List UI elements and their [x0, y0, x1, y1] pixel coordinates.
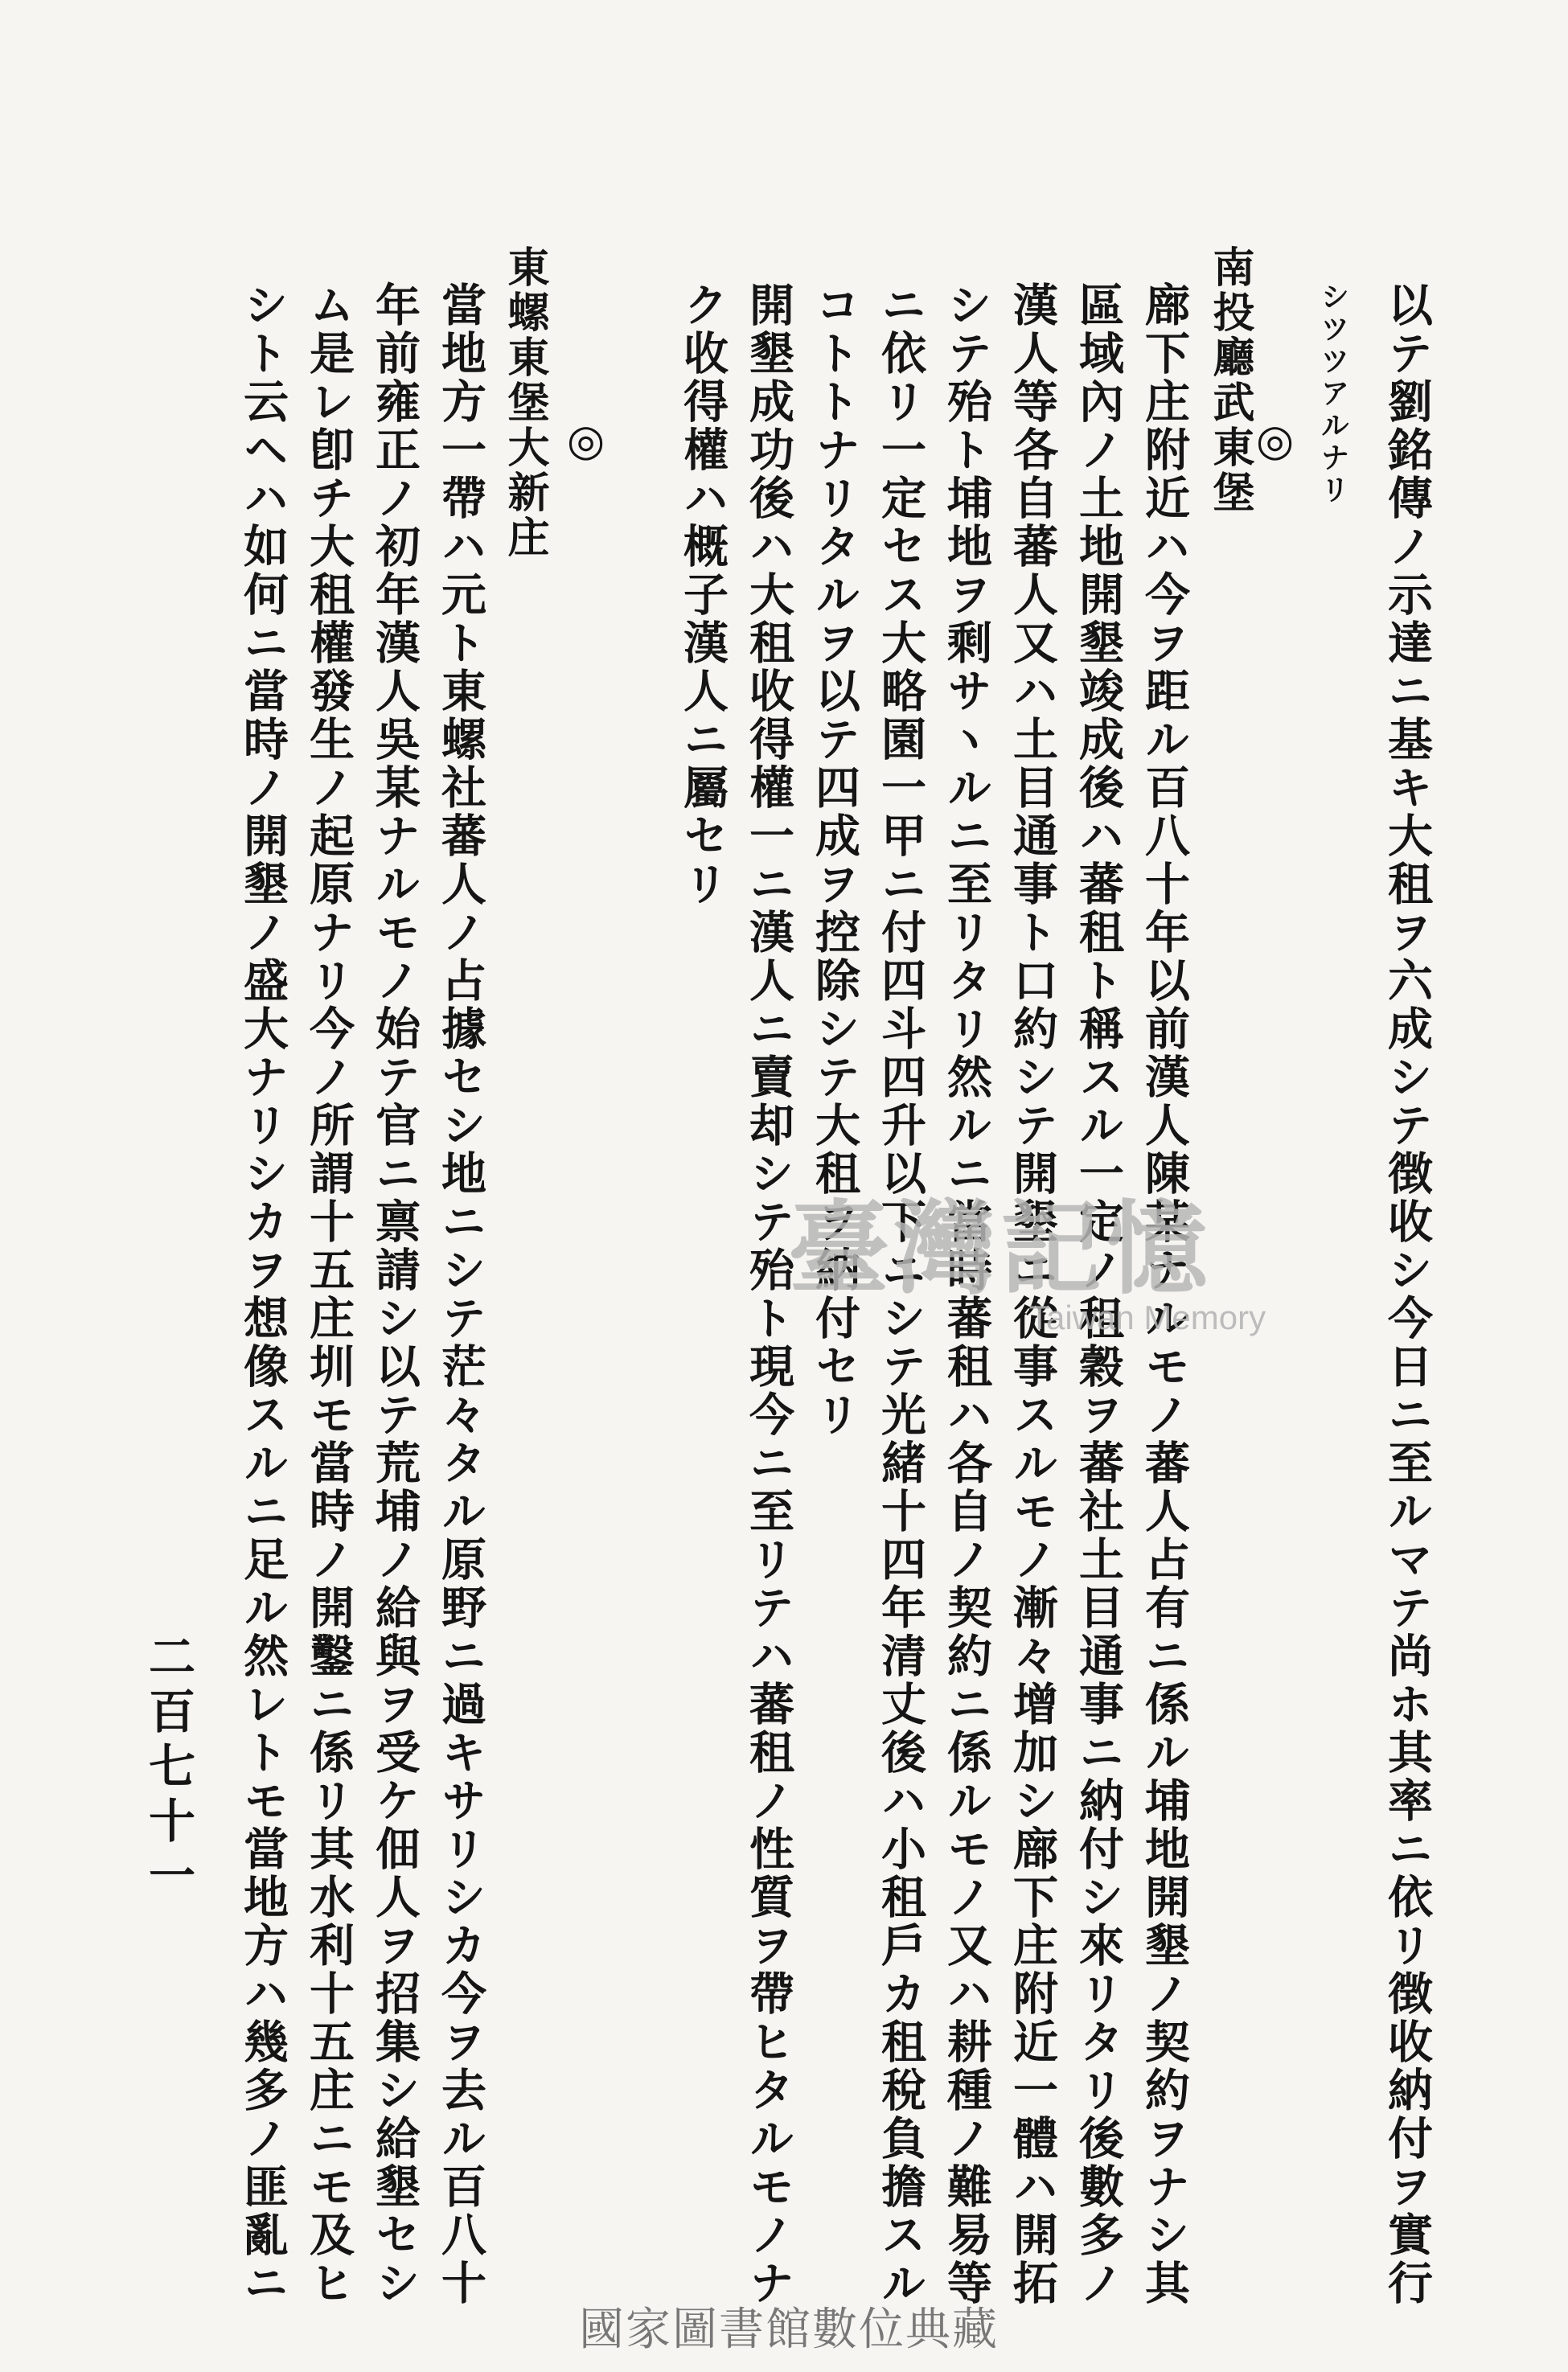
- text-column-5: 漢人等各自蕃人又ハ土目通事ト口約シテ開墾ニ從事スルモノ漸々增加シ廍下庄附近一體ハ開拓: [1006, 281, 1059, 2308]
- text-column-14: シト云ヘハ如何ニ當時ノ開墾ノ盛大ナリシカヲ想像スルニ足ル然レトモ當地方ハ幾多ノ匪亂ニ: [236, 281, 289, 2308]
- archive-footer: 國家圖書館數位典藏: [579, 2304, 999, 2356]
- text-column-1: 以テ劉銘傳ノ示達ニ基キ大租ヲ六成シテ徴收シ今日ニ至ルマテ尚ホ其率ニ依リ徴收納付ヲ實行: [1381, 281, 1434, 2308]
- text-column-3: 廍下庄附近ハ今ヲ距ル百八十年以前漢人陳某ナルモノ蕃人占有ニ係ル埔地開墾ノ契約ヲナシ其: [1138, 281, 1191, 2308]
- watermark-sub: Taiwan Memory: [1029, 1299, 1266, 1336]
- text-column-12: 年前雍正ノ初年漢人吳某ナルモノ始テ官ニ禀請シ以テ荒埔ノ給與ヲ受ケ佃人ヲ招集シ給墾セシ: [368, 281, 421, 2308]
- section-heading-1: 南投廳武東堡: [1205, 245, 1254, 515]
- text-column-6: シテ殆ト埔地ヲ剩サヽルニ至リタリ然ルニ當時蕃租ハ各自ノ契約ニ係ルモノ又ハ耕種ノ難易等: [940, 281, 993, 2308]
- text-column-4: 區域內ノ土地開墾竣成後ハ蕃租ト稱スル一定ノ租穀ヲ蕃社土目通事ニ納付シ來リタリ後數多ノ: [1072, 281, 1125, 2308]
- text-column-10: ク收得權ハ概子漢人ニ屬セリ: [676, 281, 729, 909]
- text-column-7: ニ依リ一定セス大略園一甲ニ付四斗四升以下ニシテ光緒十四年清丈後ハ小租戶カ租稅負擔スル: [874, 281, 927, 2308]
- text-column-8: コトトナリタルヲ以テ四成ヲ控除シテ大租ヲ納付セリ: [808, 281, 861, 1439]
- text-column-13: ム是レ卽チ大租權發生ノ起原ナリ今ノ所謂十五庄圳モ當時ノ開鑿ニ係リ其水利十五庄ニモ及ヒ: [302, 281, 355, 2308]
- text-column-11: 當地方一帶ハ元ト東螺社蕃人ノ占據セシ地ニシテ茫々タル原野ニ過キサリシカ今ヲ去ル百八十: [434, 281, 487, 2308]
- watermark-main: 臺灣記憶: [788, 1189, 1213, 1308]
- section-marker-2: ◎: [567, 414, 605, 466]
- text-column-2: シツツアルナリ: [1316, 281, 1350, 507]
- section-heading-2: 東螺東堡大新庄: [500, 245, 549, 560]
- page-number: 二百七十一: [141, 1632, 195, 1906]
- section-marker-1: ◎: [1256, 414, 1295, 466]
- text-column-9: 開墾成功後ハ大租收得權一ニ漢人ニ賣却シテ殆ト現今ニ至リテハ蕃租ノ性質ヲ帶ヒタルモノナ: [742, 281, 795, 2308]
